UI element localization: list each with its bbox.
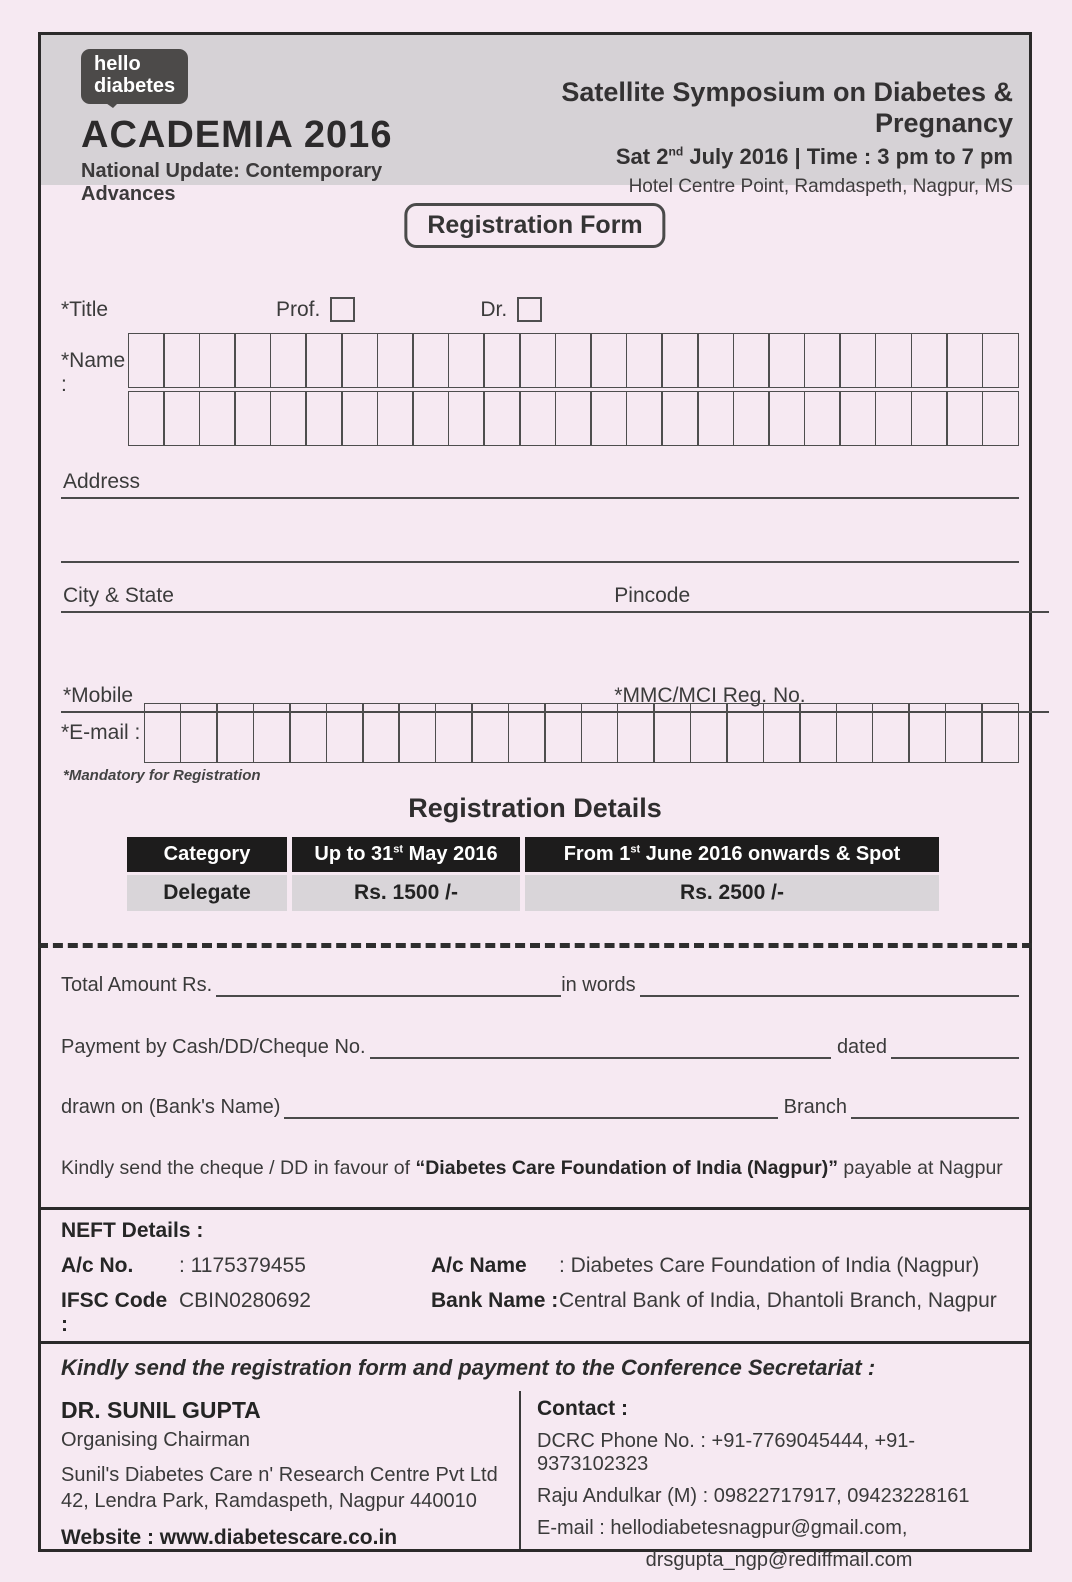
hello-diabetes-logo (81, 49, 188, 104)
char-box[interactable] (216, 703, 254, 763)
char-box[interactable] (341, 333, 378, 388)
ac-no-value: : 1175379455 (179, 1254, 306, 1277)
char-box[interactable] (804, 391, 841, 446)
char-box[interactable] (199, 333, 236, 388)
secretariat-left (57, 1391, 519, 1549)
char-box[interactable] (180, 703, 218, 763)
dr-label: Dr. (480, 297, 508, 321)
char-box[interactable] (234, 333, 271, 388)
neft-row-1 (61, 1254, 1019, 1278)
divider-above-neft (38, 1207, 1032, 1210)
divider-above-secretariat (38, 1341, 1032, 1344)
char-box[interactable] (982, 391, 1019, 446)
cheque-note-post: payable at Nagpur (838, 1157, 1003, 1179)
char-box[interactable] (199, 391, 236, 446)
mandatory-note: *Mandatory for Registration (63, 767, 261, 784)
neft-row-2 (61, 1289, 1019, 1337)
logo-line1: hello (94, 53, 141, 75)
char-box[interactable] (270, 333, 307, 388)
char-box[interactable] (483, 333, 520, 388)
name-label: *Name : (61, 349, 126, 396)
brand-block (81, 49, 455, 206)
bank-name-blank[interactable] (284, 1095, 777, 1119)
char-box[interactable] (875, 333, 912, 388)
address-line-1[interactable] (61, 457, 1019, 499)
registration-form-sheet (38, 32, 1032, 1571)
payment-by-label: Payment by Cash/DD/Cheque No. (61, 1036, 366, 1058)
drawn-on-row (61, 1095, 1019, 1119)
pincode-label: Pincode (614, 584, 691, 607)
char-box[interactable] (412, 333, 449, 388)
char-box[interactable] (768, 391, 805, 446)
ac-name-value: : Diabetes Care Foundation of India (Nagpur) (559, 1254, 980, 1277)
neft-heading: NEFT Details : (61, 1219, 204, 1242)
char-box[interactable] (875, 391, 912, 446)
col-late-pre: From 1 (563, 843, 631, 865)
dr-checkbox[interactable] (517, 297, 542, 322)
col-early-post: May 2016 (403, 843, 498, 865)
contact-phone-1: DCRC Phone No. : +91-7769045444, +91-9373102323 (537, 1430, 916, 1475)
brand-subtitle: National Update: Contemporary Advances (81, 160, 383, 206)
char-box[interactable] (483, 391, 520, 446)
char-box[interactable] (448, 391, 485, 446)
event-title: Satellite Symposium on Diabetes & Pregnancy (561, 77, 1013, 139)
ifsc-value: CBIN0280692 (179, 1289, 311, 1312)
char-box[interactable] (590, 333, 627, 388)
name-field-block (61, 333, 1019, 446)
title-row (61, 297, 1019, 322)
char-box[interactable] (163, 333, 200, 388)
char-box[interactable] (839, 333, 876, 388)
col-late-ordinal: st (630, 843, 641, 856)
cell-category: Delegate (127, 875, 287, 911)
name-box-grid (129, 333, 1019, 446)
event-date (455, 144, 1013, 170)
mmc-reg-no-label: *MMC/MCI Reg. No. (614, 684, 806, 707)
contact-email-2[interactable]: drsgupta_ngp@rediffmail.com (645, 1549, 913, 1571)
prof-checkbox[interactable] (330, 297, 355, 322)
char-box[interactable] (946, 333, 983, 388)
char-box[interactable] (836, 703, 874, 763)
char-box[interactable] (377, 391, 414, 446)
mobile-label: *Mobile (63, 684, 134, 707)
cheque-note (61, 1157, 1003, 1180)
branch-label: Branch (783, 1096, 847, 1118)
char-box[interactable] (519, 391, 556, 446)
char-box[interactable] (726, 703, 764, 763)
cut-here-dashed-line (38, 943, 1032, 948)
email-box-row[interactable] (145, 703, 1019, 763)
city-state-row[interactable] (61, 573, 1049, 613)
char-box[interactable] (555, 391, 592, 446)
char-box[interactable] (398, 703, 436, 763)
city-state-label: City & State (63, 584, 174, 607)
neft-section (61, 1219, 1019, 1337)
cheque-no-blank[interactable] (370, 1035, 831, 1059)
char-box[interactable] (697, 391, 734, 446)
contact-heading: Contact : (537, 1397, 628, 1420)
char-box[interactable] (911, 391, 948, 446)
total-amount-blank[interactable] (216, 973, 561, 997)
payment-by-row (61, 1035, 1019, 1059)
cheque-note-payee: “Diabetes Care Foundation of India (Nagpur)” (415, 1157, 838, 1179)
chairman-role: Organising Chairman (61, 1429, 250, 1451)
char-box[interactable] (128, 333, 165, 388)
in-words-blank[interactable] (640, 973, 1019, 997)
logo-line2: diabetes (94, 74, 176, 97)
dated-blank[interactable] (891, 1035, 1019, 1059)
char-box[interactable] (626, 333, 663, 388)
char-box[interactable] (270, 391, 307, 446)
char-box[interactable] (377, 333, 414, 388)
prof-label: Prof. (276, 297, 321, 321)
registration-details-heading: Registration Details (408, 793, 662, 823)
in-words-label: in words (561, 974, 636, 996)
char-box[interactable] (661, 333, 698, 388)
brand-title: ACADEMIA 2016 (81, 114, 393, 157)
col-early-header (292, 837, 520, 872)
table-row (127, 875, 939, 911)
char-box[interactable] (305, 391, 342, 446)
char-box[interactable] (253, 703, 291, 763)
secretariat-right (519, 1391, 1025, 1571)
col-early-pre: Up to 31 (314, 843, 394, 865)
contact-email-1[interactable]: E-mail : hellodiabetesnagpur@gmail.com, (537, 1517, 908, 1539)
char-box[interactable] (326, 703, 364, 763)
bank-name-label: Bank Name : (431, 1289, 559, 1312)
char-box[interactable] (544, 703, 582, 763)
char-box[interactable] (508, 703, 546, 763)
address-label: Address (63, 470, 141, 493)
table-header-row (127, 837, 939, 872)
char-box[interactable] (555, 333, 592, 388)
total-amount-label: Total Amount Rs. (61, 974, 213, 996)
registration-details-table (127, 837, 939, 911)
char-box[interactable] (946, 391, 983, 446)
char-box[interactable] (908, 703, 946, 763)
org-line-1: Sunil's Diabetes Care n' Research Centre Pvt Ltd (61, 1464, 498, 1486)
char-box[interactable] (590, 391, 627, 446)
total-amount-row (61, 973, 1019, 997)
cell-late-price: Rs. 2500 /- (525, 875, 939, 911)
website-link[interactable]: Website : www.diabetescare.co.in (61, 1526, 398, 1549)
char-box[interactable] (289, 703, 327, 763)
drawn-on-label: drawn on (Bank's Name) (61, 1096, 281, 1118)
char-box[interactable] (362, 703, 400, 763)
contact-phone-2: Raju Andulkar (M) : 09822717917, 09423228161 (537, 1485, 970, 1507)
char-box[interactable] (945, 703, 983, 763)
header-band (41, 35, 1029, 206)
char-box[interactable] (626, 391, 663, 446)
char-box[interactable] (981, 703, 1019, 763)
ac-name-label: A/c Name (431, 1254, 527, 1277)
char-box[interactable] (471, 703, 509, 763)
email-field-block (61, 703, 1019, 763)
name-box-row-2[interactable] (129, 391, 1019, 446)
cheque-note-pre: Kindly send the cheque / DD in favour of (61, 1157, 416, 1179)
char-box[interactable] (519, 333, 556, 388)
col-late-post: June 2016 onwards & Spot (640, 843, 901, 865)
char-box[interactable] (617, 703, 655, 763)
char-box[interactable] (763, 703, 801, 763)
char-box[interactable] (911, 333, 948, 388)
secretariat-columns (57, 1391, 1025, 1571)
char-box[interactable] (697, 333, 734, 388)
char-box[interactable] (804, 333, 841, 388)
char-box[interactable] (799, 703, 837, 763)
char-box[interactable] (163, 391, 200, 446)
char-box[interactable] (768, 333, 805, 388)
char-box[interactable] (341, 391, 378, 446)
address-line-2[interactable] (61, 523, 1019, 563)
col-late-header (525, 837, 939, 872)
ac-no-label: A/c No. (61, 1254, 134, 1277)
char-box[interactable] (128, 391, 165, 446)
event-venue: Hotel Centre Point, Ramdaspeth, Nagpur, MS (628, 176, 1013, 198)
form-heading: Registration Form (404, 203, 665, 248)
char-box[interactable] (412, 391, 449, 446)
event-date-pre: Sat 2 (615, 144, 669, 170)
char-box[interactable] (144, 703, 182, 763)
email-label: *E-mail : (61, 721, 141, 744)
char-box[interactable] (733, 333, 770, 388)
branch-blank[interactable] (851, 1095, 1019, 1119)
event-block (455, 49, 1013, 198)
org-line-2: 42, Lendra Park, Ramdaspeth, Nagpur 440010 (61, 1490, 477, 1512)
char-box[interactable] (448, 333, 485, 388)
col-category-header: Category (127, 837, 287, 872)
char-box[interactable] (234, 391, 271, 446)
bank-name-value: Central Bank of India, Dhantoli Branch, Nagpur (559, 1289, 997, 1312)
char-box[interactable] (581, 703, 619, 763)
col-early-ordinal: st (393, 843, 404, 856)
dated-label: dated (836, 1036, 887, 1058)
char-box[interactable] (435, 703, 473, 763)
char-box[interactable] (733, 391, 770, 446)
organisation-address (61, 1462, 511, 1514)
cell-early-price: Rs. 1500 /- (292, 875, 520, 911)
event-date-post: July 2016 | Time : 3 pm to 7 pm (683, 144, 1013, 170)
secretariat-heading: Kindly send the registration form and payment to the Conference Secretariat : (61, 1355, 876, 1380)
ifsc-label: IFSC Code : (61, 1289, 168, 1336)
title-label: *Title (61, 297, 109, 321)
char-box[interactable] (872, 703, 910, 763)
char-box[interactable] (839, 391, 876, 446)
char-box[interactable] (661, 391, 698, 446)
event-date-ordinal: nd (668, 144, 684, 159)
chairman-name: DR. SUNIL GUPTA (61, 1397, 261, 1423)
char-box[interactable] (305, 333, 342, 388)
char-box[interactable] (982, 333, 1019, 388)
char-box[interactable] (653, 703, 691, 763)
name-box-row-1[interactable] (129, 333, 1019, 388)
char-box[interactable] (690, 703, 728, 763)
